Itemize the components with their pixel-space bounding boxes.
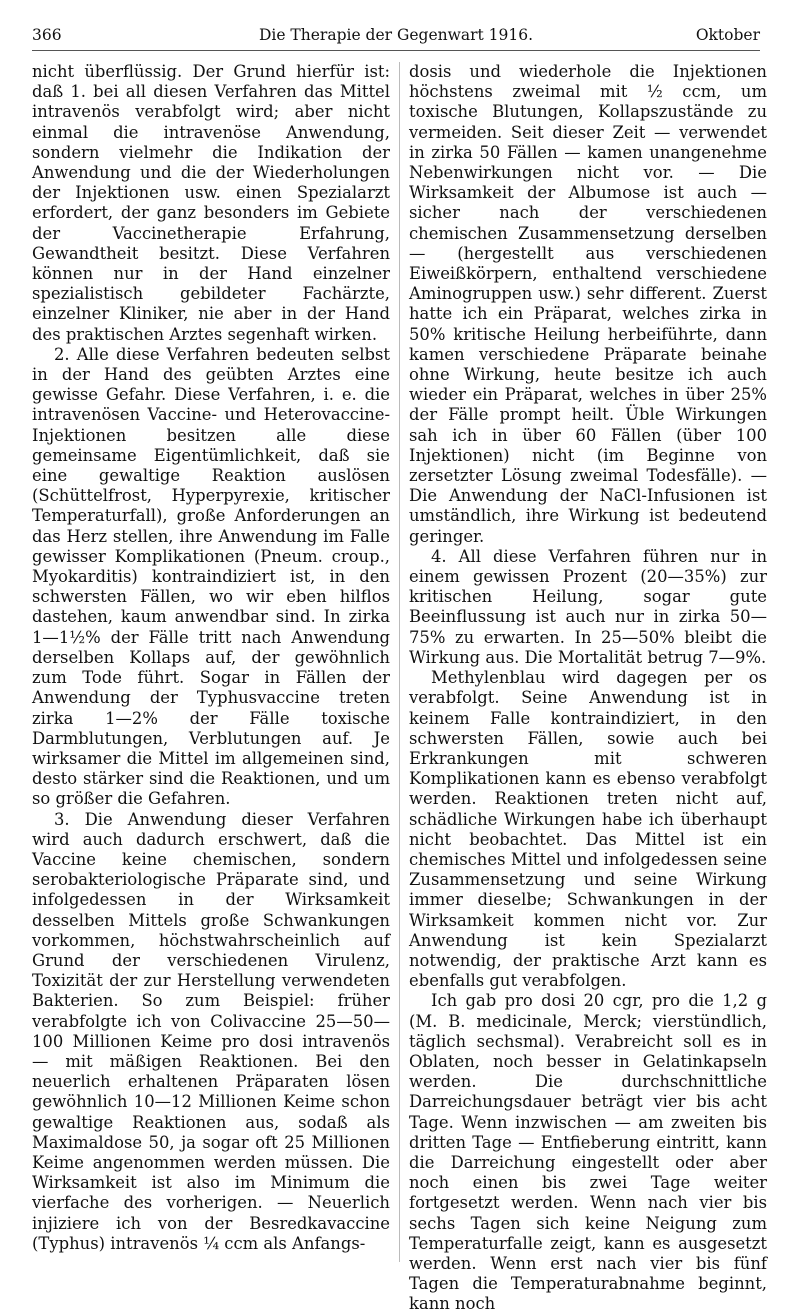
page-header bbox=[32, 26, 760, 50]
column-divider bbox=[399, 62, 400, 1262]
page-number: 366 bbox=[32, 26, 62, 44]
paragraph-point-4: 4. All diese Verfahren führen nur in einem gewissen Prozent (20—35%) zur kritischen Heilung, sogar gute Beeinflussung ist auch nur in zirka 50—75% zu erwarten. In 25—50% bleibt die Wirkung aus. Die Mortalität betrug 7—9%. bbox=[409, 546, 767, 667]
paragraph-point-2: 2. Alle diese Verfahren bedeuten selbst in der Hand des geübten Arztes eine gewisse Gefahr. Diese Verfahren, i. e. die intravenösen Vaccine- und Heterovaccine-Injektionen besitzen alle diese gemeinsame Eigentümlichkeit, daß sie eine gewaltige Reaktion auslösen (Schüttelfrost, Hyperpyrexie, kritischer Temperaturfall), große Anforderungen an das Herz stellen, ihre Anwendung im Falle gewisser Komplikationen (Pneum. croup., Myokarditis) kontraindiziert ist, in den schwersten Fällen, wo wir eben hilflos dastehen, kaum anwendbar sind. In zirka 1—1½% der Fälle tritt nach Anwendung derselben Kollaps auf, der gewöhnlich zum Tode führt. Sogar in Fällen der Anwendung der Typhusvaccine treten zirka 1—2% der Fälle toxische Darmblutungen, Verblutungen auf. Je wirksamer die Mittel im allgemeinen sind, desto stärker sind die Reaktionen, und um so größer die Gefahren. bbox=[32, 344, 390, 809]
paragraph-methylenblau: Methylenblau wird dagegen per os verabfolgt. Seine Anwendung ist in keinem Falle kontraindiziert, in den schwersten Fällen, sowie auch bei Erkrankungen mit schweren Komplikationen kann es ebenso verabfolgt werden. Reaktionen treten nicht auf, schädliche Wirkungen habe ich überhaupt nicht beobachtet. Das Mittel ist ein chemisches Mittel und infolgedessen seine Zusammensetzung und seine Wirkung immer dieselbe; Schwankungen in der Wirksamkeit kommen nicht vor. Zur Anwendung ist kein Spezialarzt notwendig, der praktische Arzt kann es ebenfalls gut verabfolgen. bbox=[409, 668, 767, 991]
paragraph-continuation-right: dosis und wiederhole die Injektionen höchstens zweimal mit ½ ccm, um toxische Blutungen, Kollapszustände zu vermeiden. Seit dieser Zeit — verwendet in zirka 50 Fällen — kamen unangenehme Nebenwirkungen nicht vor. — Die Wirksamkeit der Albumose ist auch — sicher nach der verschiedenen chemischen Zusammensetzung derselben — (hergestellt aus verschiedenen Eiweißkörpern, enthaltend verschiedene Aminogruppen usw.) sehr different. Zuerst hatte ich ein Präparat, welches zirka in 50% kritische Heilung herbeiführte, dann kamen verschiedene Präparate beinahe ohne Wirkung, heute besitze ich auch wieder ein Präparat, welches in über 25% der Fälle prompt heilt. Üble Wirkungen sah ich in über 60 Fällen (über 100 Injektionen) nicht (im Beginne von zersetzter Lösung zweimal Todesfälle). — Die Anwendung der NaCl-Infusionen ist umständlich, ihre Wirkung ist bedeutend geringer. bbox=[409, 62, 767, 546]
left-column bbox=[32, 62, 390, 1254]
paragraph-continuation: nicht überflüssig. Der Grund hierfür ist: daß 1. bei all diesen Verfahren das Mittel intravenös verabfolgt wird; aber nicht einmal die intravenöse Anwendung, sondern vielmehr die Indikation der Anwendung und die der Wiederholungen der Injektionen usw. einen Spezialarzt erfordert, der ganz besonders im Gebiete der Vaccinetherapie Erfahrung, Gewandtheit besitzt. Diese Verfahren können nur in der Hand einzelner spezialistisch gebildeter Fachärzte, einzelner Kliniker, nie aber in der Hand des praktischen Arztes segenhaft wirken. bbox=[32, 62, 390, 344]
header-rule bbox=[32, 50, 760, 51]
issue-month: Oktober bbox=[695, 26, 760, 44]
paragraph-point-3: 3. Die Anwendung dieser Verfahren wird auch dadurch erschwert, daß die Vaccine keine chemischen, sondern serobakteriologische Präparate sind, und infolgedessen in der Wirksamkeit desselben Mittels große Schwankungen vorkommen, höchstwahrscheinlich auf Grund der verschiedenen Virulenz, Toxizität der zur Herstellung verwendeten Bakterien. So zum Beispiel: früher verabfolgte ich von Colivaccine 25—50—100 Millionen Keime pro dosi intravenös — mit mäßigen Reaktionen. Bei den neuerlich erhaltenen Präparaten lösen gewöhnlich 10—12 Millionen Keime schon gewaltige Reaktionen aus, sodaß als Maximaldose 50, ja sogar oft 25 Millionen Keime angenommen werden müssen. Die Wirksamkeit ist also im Minimum die vierfache des vorherigen. — Neuerlich injiziere ich von der Besredkavaccine (Typhus) intravenös ¼ ccm als Anfangs- bbox=[32, 809, 390, 1253]
right-column bbox=[409, 62, 767, 1315]
paragraph-dosage: Ich gab pro dosi 20 cgr, pro die 1,2 g (M. B. medicinale, Merck; vierstündlich, täglich sechsmal). Verabreicht soll es in Oblaten, noch besser in Gelatinkapseln werden. Die durchschnittliche Darreichungsdauer beträgt vier bis acht Tage. Wenn inzwischen — am zweiten bis dritten Tage — Entfieberung eintritt, kann die Darreichung eingestellt oder aber noch einen bis zwei Tage weiter fortgesetzt werden. Wenn nach vier bis sechs Tagen sich keine Neigung zum Temperaturfalle zeigt, kann es ausgesetzt werden. Wenn erst nach vier bis fünf Tagen die Temperaturabnahme beginnt, kann noch bbox=[409, 991, 767, 1314]
journal-title: Die Therapie der Gegenwart 1916. bbox=[258, 26, 534, 44]
